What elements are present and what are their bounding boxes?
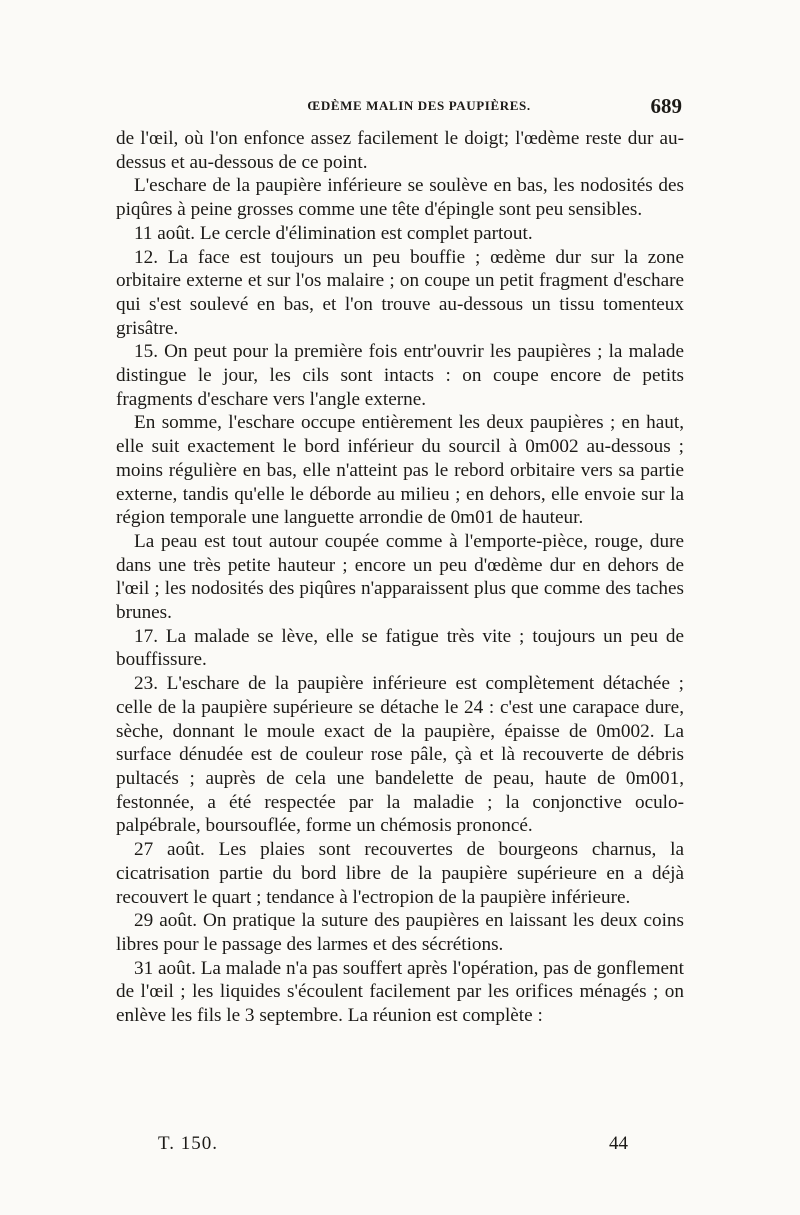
paragraph: L'eschare de la paupière inférieure se soulève en bas, les nodosités des piqûres à peine grosses comme une tête d'épingle sont peu sensibles.: [116, 175, 684, 221]
page-number: 689: [650, 94, 682, 118]
paragraph: 23. L'eschare de la paupière inférieure est complètement détachée ; celle de la paupière supérieure se détache le 24 : c'est une carapace dure, sèche, donnant le moule exact de la paupière, épaisse de 0m002. La surface dénudée est de couleur rose pâle, çà et là recouverte de débris pultacés ; auprès de cela une bandelette de peau, haute de 0m001, festonnée, a été respectée par la maladie ; la conjonctive oculo-palpébrale, boursouflée, forme un chémosis prononcé.: [116, 673, 684, 837]
signature-mark: T. 150.: [158, 1133, 218, 1154]
sheet-number: 44: [609, 1133, 628, 1154]
paragraph: 27 août. Les plaies sont recouvertes de bourgeons charnus, la cicatrisation partie du bord libre de la paupière supérieure en a déjà recouvert le quart ; tendance à l'ectropion de la paupière inférieure.: [116, 839, 684, 908]
page-header: [116, 94, 682, 122]
paragraph: En somme, l'eschare occupe entièrement les deux paupières ; en haut, elle suit exactement le bord inférieur du sourcil à 0m002 au-dessous ; moins régulière en bas, elle n'atteint pas le rebord orbitaire vers sa partie externe, tandis qu'elle le déborde au milieu ; en dehors, elle envoie sur la région temporale une languette arrondie de 0m01 de hauteur.: [116, 412, 684, 529]
paragraph: 11 août. Le cercle d'élimination est complet partout.: [134, 222, 533, 244]
running-title: ŒDÈME MALIN DES PAUPIÈRES.: [307, 98, 531, 113]
body-text: [116, 127, 684, 1028]
paragraph: La peau est tout autour coupée comme à l'emporte-pièce, rouge, dure dans une très petite hauteur ; encore un peu d'œdème dur en dehors de l'œil ; les nodosités des piqûres n'apparaissent plus que comme des taches brunes.: [116, 530, 684, 624]
paragraph: 15. On peut pour la première fois entr'ouvrir les paupières ; la malade distingue le jour, les cils sont intacts : on coupe encore de petits fragments d'eschare vers l'angle externe.: [116, 341, 684, 410]
paragraph: de l'œil, où l'on enfonce assez facilement le doigt; l'œdème reste dur au-dessus et au-dessous de ce point.: [116, 128, 684, 173]
paragraph: 12. La face est toujours un peu bouffie ; œdème dur sur la zone orbitaire externe et sur l'os malaire ; on coupe un petit fragment d'eschare qui s'est soulevé en bas, et l'on trouve au-dessous un tissu tomenteux grisâtre.: [116, 246, 684, 339]
paragraph: 29 août. On pratique la suture des paupières en laissant les deux coins libres pour le passage des larmes et des sécrétions.: [116, 910, 684, 955]
paragraph: 17. La malade se lève, elle se fatigue très vite ; toujours un peu de bouffissure.: [116, 625, 684, 671]
paragraph: 31 août. La malade n'a pas souffert après l'opération, pas de gonflement de l'œil ; les liquides s'écoulent facilement par les orifices ménagés ; on enlève les fils le 3 septembre. La réunion est complète :: [116, 957, 684, 1027]
page-footer: [158, 1133, 628, 1161]
